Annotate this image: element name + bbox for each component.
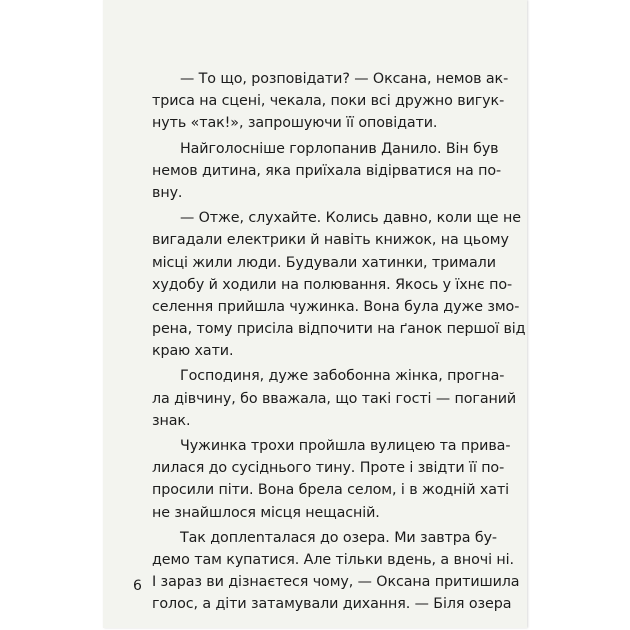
paragraph [152,138,502,205]
page-body-text [152,68,526,619]
text-line: просили піти. Вона брела селом, і в жодній хаті [152,482,510,499]
text-line: Господиня, дуже забобонна жінка, прогна- [180,368,505,385]
text-line: не знайшлося місця нещасній. [152,504,380,521]
paragraph [152,527,520,616]
text-line: краю хати. [152,343,234,360]
text-line: демо там купатися. Але тільки вдень, а вночі ні. [152,551,514,568]
paragraph [152,207,526,362]
text-line: Чужинка трохи пройшла вулицею та прива- [180,438,511,454]
text-line: рена, тому присіла відпочити на ґанок першої від [152,321,526,338]
text-line: вну. [152,184,183,201]
text-line: І зараз ви дізнаєтеся чому, — Оксана притишила [152,574,520,591]
text-line: Найголосніше горлопанив Данило. Він був [180,140,499,157]
text-line: нуть «так!», запрошуючи її оповідати. [152,115,438,132]
text-line: худобу й ходили на полювання. Якось у їхнє по- [152,276,513,293]
text-line: — Отже, слухайте. Колись давно, коли ще не [180,210,521,227]
text-line: селення прийшла чужинка. Вона була дуже змо- [152,298,520,315]
paragraph [152,365,517,432]
text-line: голос, а діти затамували дихання. — Біля озера [152,596,512,613]
text-line: Так доплenталася до озера. Ми завтра бу- [180,529,497,546]
text-line: знак. [152,412,191,429]
paragraph [152,68,509,135]
text-line: вигадали електрики й навіть книжок, на цьому [152,232,509,249]
book-page [103,0,527,628]
page-number: 6 [133,578,142,594]
text-line: лилася до сусіднього тину. Проте і звідти її по- [152,460,505,477]
text-line: ла дівчину, бо вважала, що такі гості — поганий [152,390,517,407]
text-line: місці жили люди. Будували хатинки, тримали [152,254,496,271]
paragraph [152,435,511,524]
text-line: — То що, розповідати? — Оксана, немов ак- [180,71,509,87]
text-line: триса на сцені, чекала, поки всі дружно вигук- [152,93,505,110]
text-line: немов дитина, яка приїхала відірватися на по- [152,162,502,179]
